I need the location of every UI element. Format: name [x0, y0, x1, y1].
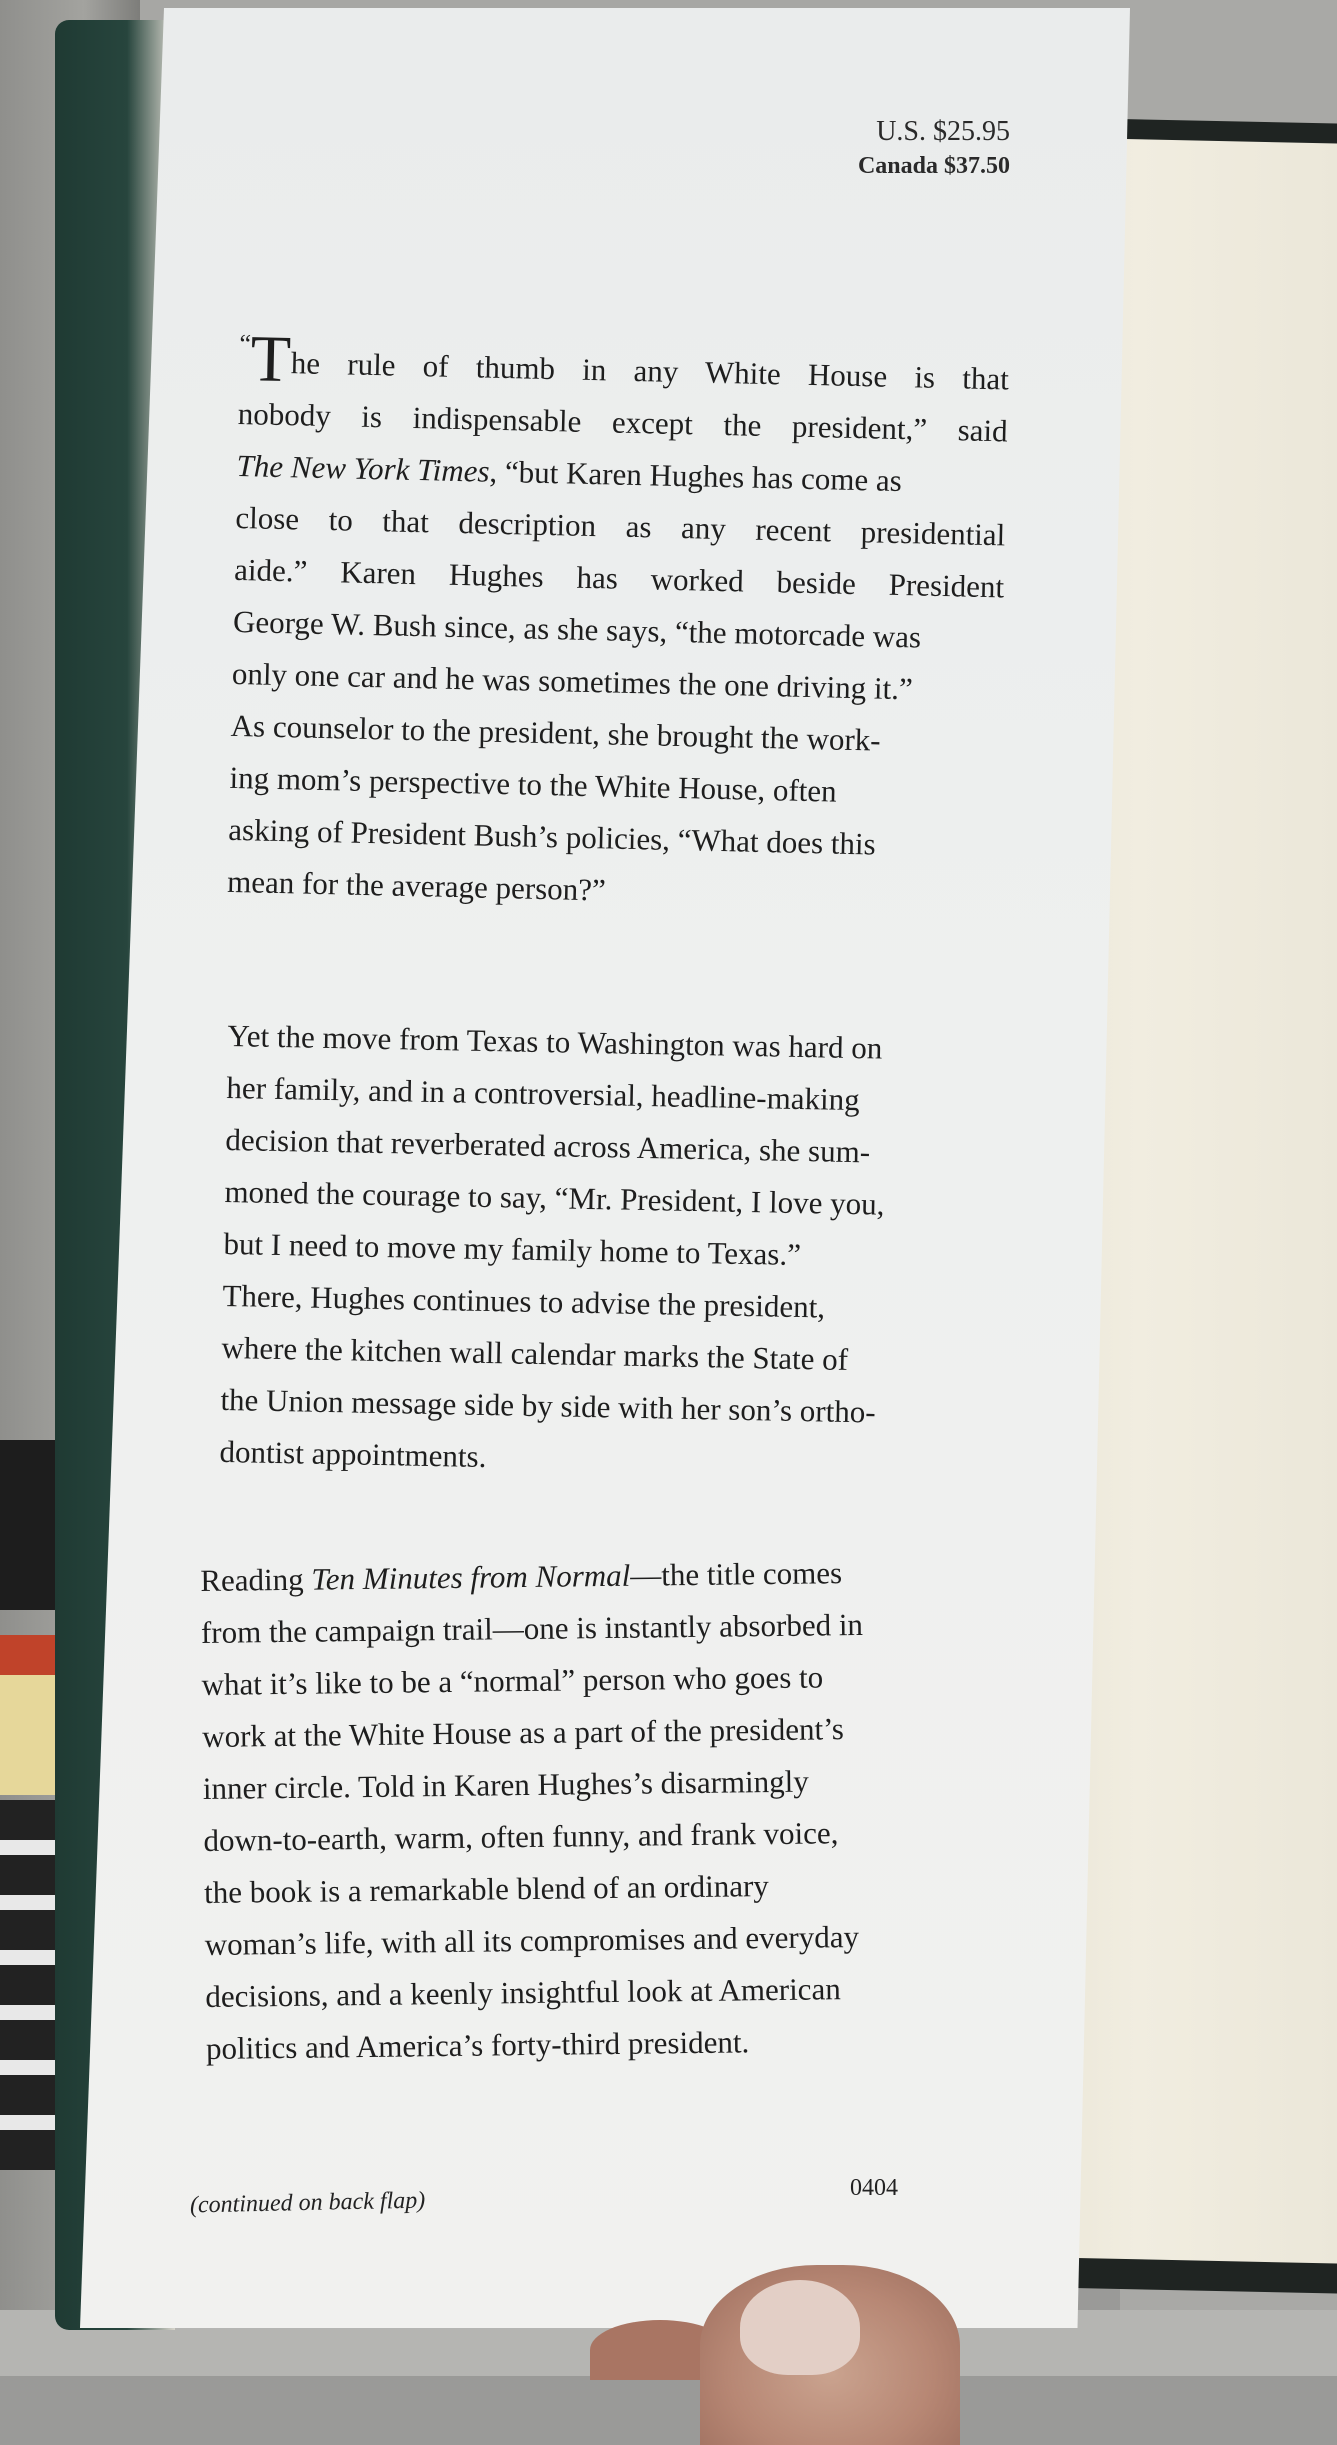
- paragraph-line: There, Hughes continues to advise the president,: [222, 1277, 826, 1325]
- paragraph-line: asking of President Bush’s policies, “What does this: [227, 811, 877, 862]
- flap-paragraph-3: [200, 1546, 966, 2075]
- paragraph-line: Reading Ten Minutes from Normal—the title comes: [200, 1555, 843, 1598]
- newspaper-title: The New York Times: [236, 447, 490, 489]
- book-title: Ten Minutes from Normal: [311, 1557, 631, 1597]
- flap-paragraph-1: [227, 318, 1010, 925]
- thumbnail-nail: [740, 2280, 860, 2375]
- paragraph-line: what it’s like to be a “normal” person who goes to: [201, 1659, 824, 1702]
- paragraph-line: the Union message side by side with her son’s ortho-: [220, 1381, 876, 1430]
- paragraph-line: “The rule of thumb in any White House is that: [239, 322, 1010, 397]
- paragraph-line: ing mom’s perspective to the White House, often: [229, 759, 838, 809]
- paragraph-line: dontist appointments.: [219, 1433, 487, 1475]
- paragraph-line: the book is a remarkable blend of an ordinary: [203, 1868, 769, 1910]
- paragraph-line: close to that description as any recent presidential: [235, 499, 1006, 553]
- paragraph-line: but I need to move my family home to Texas.”: [223, 1225, 802, 1273]
- paragraph-line: work at the White House as a part of the president’s: [202, 1711, 845, 1754]
- price-block: [800, 115, 1010, 183]
- paragraph-line: decisions, and a keenly insightful look at American: [205, 1971, 841, 2014]
- paragraph-line: politics and America’s forty-third president.: [205, 2024, 750, 2066]
- paragraph-line: moned the courage to say, “Mr. President, I love you,: [224, 1173, 885, 1222]
- paragraph-line: down-to-earth, warm, often funny, and frank voice,: [203, 1815, 839, 1858]
- paragraph-line: her family, and in a controversial, headline-making: [226, 1069, 860, 1118]
- paragraph-line: George W. Bush since, as she says, “the motorcade was: [232, 603, 922, 655]
- background-object-striped: [0, 1800, 60, 2170]
- price-canada: Canada $37.50: [857, 153, 1010, 179]
- paragraph-line: mean for the average person?”: [226, 863, 607, 908]
- paragraph-line: inner circle. Told in Karen Hughes’s disarmingly: [202, 1763, 809, 1806]
- open-quote-mark: “: [239, 328, 252, 359]
- paragraph-line: from the campaign trail—one is instantly absorbed in: [200, 1606, 864, 1650]
- paragraph-line: woman’s life, with all its compromises and everyday: [204, 1918, 860, 1962]
- drop-cap: T: [249, 322, 292, 397]
- flap-paragraph-2: [219, 1010, 988, 1493]
- paragraph-line: decision that reverberated across America, she sum-: [225, 1121, 871, 1170]
- paragraph-line: Yet the move from Texas to Washington was hard on: [227, 1017, 883, 1066]
- paragraph-line: aide.” Karen Hughes has worked beside President: [233, 551, 1005, 605]
- paragraph-line: where the kitchen wall calendar marks the State of: [221, 1329, 849, 1377]
- paragraph-line: only one car and he was sometimes the one driving it.”: [231, 655, 914, 707]
- paragraph-line: The New York Times, “but Karen Hughes has come as: [236, 447, 903, 499]
- paragraph-line: nobody is indispensable except the president,” said: [237, 395, 1009, 449]
- continued-note: (continued on back flap): [189, 2187, 426, 2219]
- catalog-code: 0404: [850, 2175, 898, 2201]
- paragraph-line: As counselor to the president, she brought the work-: [230, 707, 882, 758]
- price-us: U.S. $25.95: [876, 116, 1010, 147]
